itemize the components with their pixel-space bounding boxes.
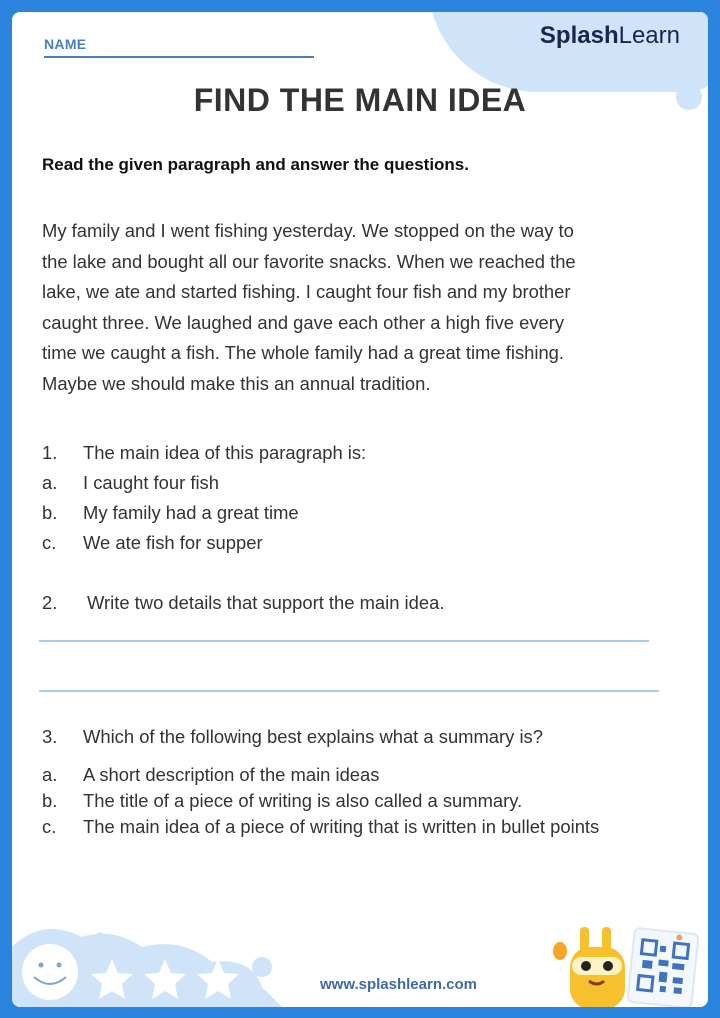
name-write-line[interactable]	[44, 56, 314, 58]
mascot-character	[542, 927, 632, 1007]
splashlearn-logo: SplashLearn	[539, 22, 680, 49]
instructions: Read the given paragraph and answer the questions.	[42, 155, 469, 174]
question-1-option-b[interactable]: b. My family had a great time	[42, 502, 299, 523]
question-1: 1. The main idea of this paragraph is:	[42, 442, 367, 463]
answer-line-2[interactable]	[39, 690, 659, 692]
question-1-option-a[interactable]: a. I caught four fish	[42, 472, 219, 493]
question-3: 3. Which of the following best explains what a summary is?	[42, 726, 543, 747]
decorative-dot	[458, 34, 470, 46]
question-3-option-c[interactable]: c. The main idea of a piece of writing that is written in bullet points	[42, 816, 600, 837]
answer-line-1[interactable]	[39, 640, 649, 642]
question-3-option-a[interactable]: a. A short description of the main ideas	[42, 764, 380, 785]
page-title: FIND THE MAIN IDEA	[193, 82, 527, 118]
question-1-option-c[interactable]: c. We ate fish for supper	[42, 532, 263, 553]
qr-code[interactable]	[626, 927, 700, 1007]
name-label: NAME	[44, 36, 87, 52]
question-2: 2. Write two details that support the main idea.	[42, 592, 445, 613]
worksheet-page	[12, 12, 708, 1007]
question-3-option-b[interactable]: b. The title of a piece of writing is also called a summary.	[42, 790, 523, 811]
smiley-icon	[22, 944, 78, 1000]
decorative-cloud-bottom	[12, 917, 312, 1007]
website-url[interactable]: www.splashlearn.com	[320, 976, 477, 993]
reading-paragraph: My family and I went fishing yesterday. We stopped on the way to the lake and bought all our favorite snacks. When we reached the lake, we ate and started fishing. I caught four fish and my brother caught three. We laughed and gave each other a high five every time we caught a fish. The whole family had a great time fishing. Maybe we should make this an annual tradition.	[42, 220, 576, 394]
